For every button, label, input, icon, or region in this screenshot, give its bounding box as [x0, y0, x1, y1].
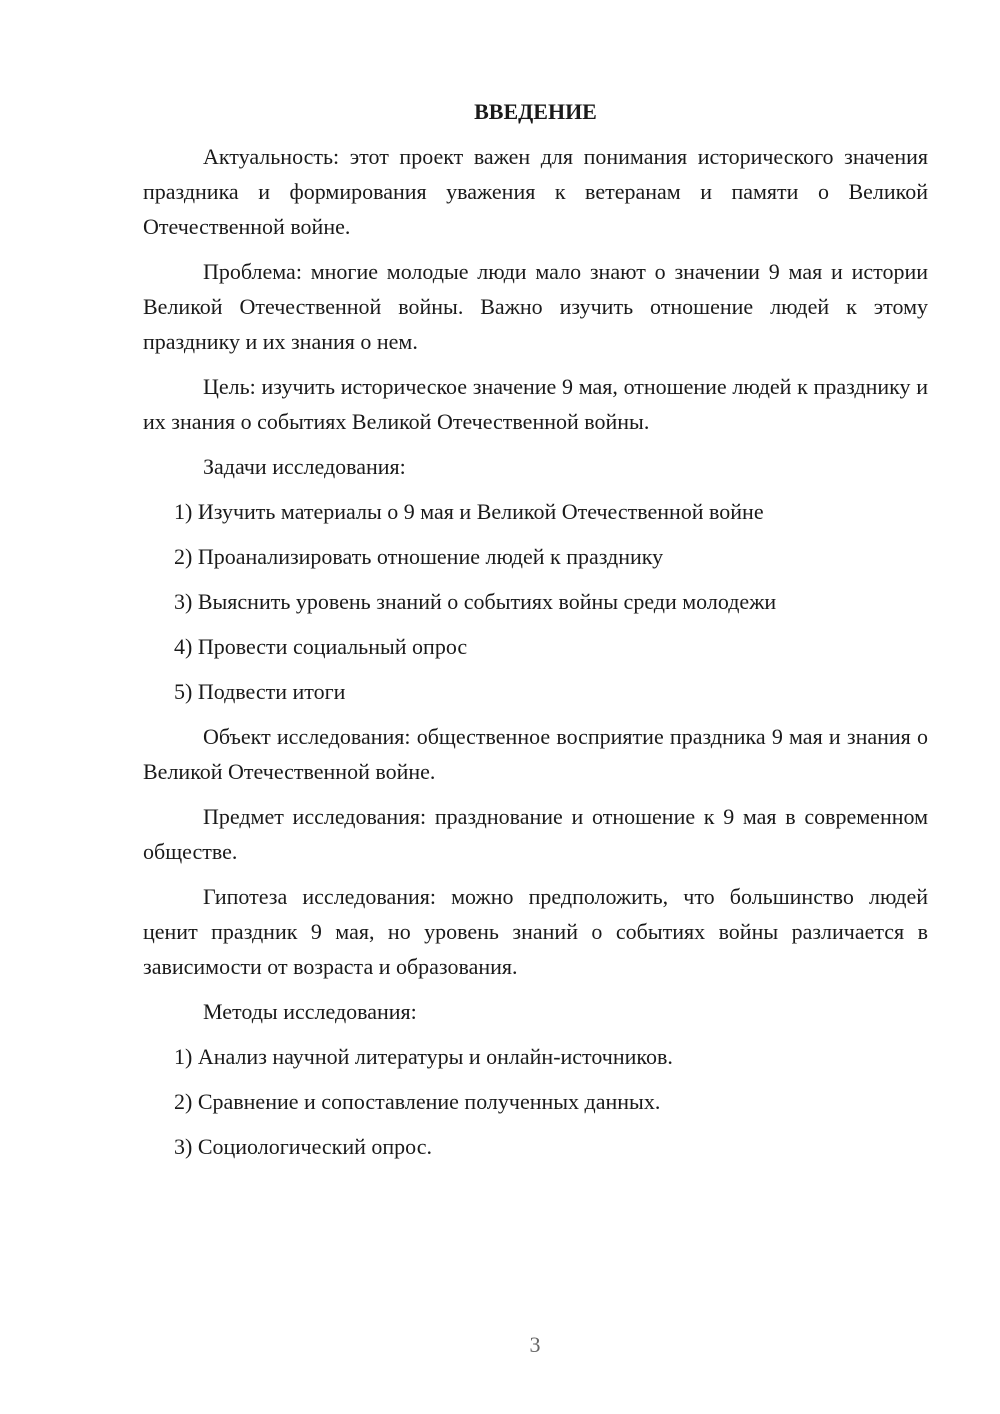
tasks-list [143, 494, 928, 709]
subject-paragraph: Предмет исследования: празднование и отношение к 9 мая в современном обществе. [143, 804, 928, 864]
goal-paragraph: Цель: изучить историческое значение 9 мая, отношение людей к празднику и их знания о событиях Великой Отечественной войны. [143, 374, 928, 434]
object-paragraph: Объект исследования: общественное восприятие праздника 9 мая и знания о Великой Отечественной войне. [143, 724, 928, 784]
problem-paragraph: Проблема: многие молодые люди мало знают о значении 9 мая и истории Великой Отечественной войны. Важно изучить отношение людей к этому празднику и их знания о нем. [143, 259, 928, 354]
methods-title: Методы исследования: [203, 999, 417, 1024]
list-item: 3) Социологический опрос. [174, 1134, 432, 1159]
list-item: 1) Изучить материалы о 9 мая и Великой Отечественной войне [174, 499, 764, 524]
list-item: 4) Провести социальный опрос [174, 634, 468, 659]
list-item: 2) Сравнение и сопоставление полученных данных. [174, 1089, 661, 1114]
tasks-title: Задачи исследования: [203, 454, 406, 479]
methods-list [143, 1039, 928, 1164]
list-item: 5) Подвести итоги [174, 679, 346, 704]
section-heading: ВВЕДЕНИЕ [474, 99, 597, 124]
list-item: 2) Проанализировать отношение людей к празднику [174, 544, 664, 569]
page-content [143, 94, 928, 1174]
list-item: 1) Анализ научной литературы и онлайн-источников. [174, 1044, 673, 1069]
relevance-paragraph: Актуальность: этот проект важен для понимания исторического значения праздника и формирования уважения к ветеранам и памяти о Великой Отечественной войне. [143, 144, 928, 239]
list-item: 3) Выяснить уровень знаний о событиях войны среди молодежи [174, 589, 777, 614]
page-number: 3 [529, 1332, 541, 1357]
hypothesis-paragraph: Гипотеза исследования: можно предположить, что большинство людей ценит праздник 9 мая, но уровень знаний о событиях войны различается в зависимости от возраста и образования. [143, 884, 928, 979]
